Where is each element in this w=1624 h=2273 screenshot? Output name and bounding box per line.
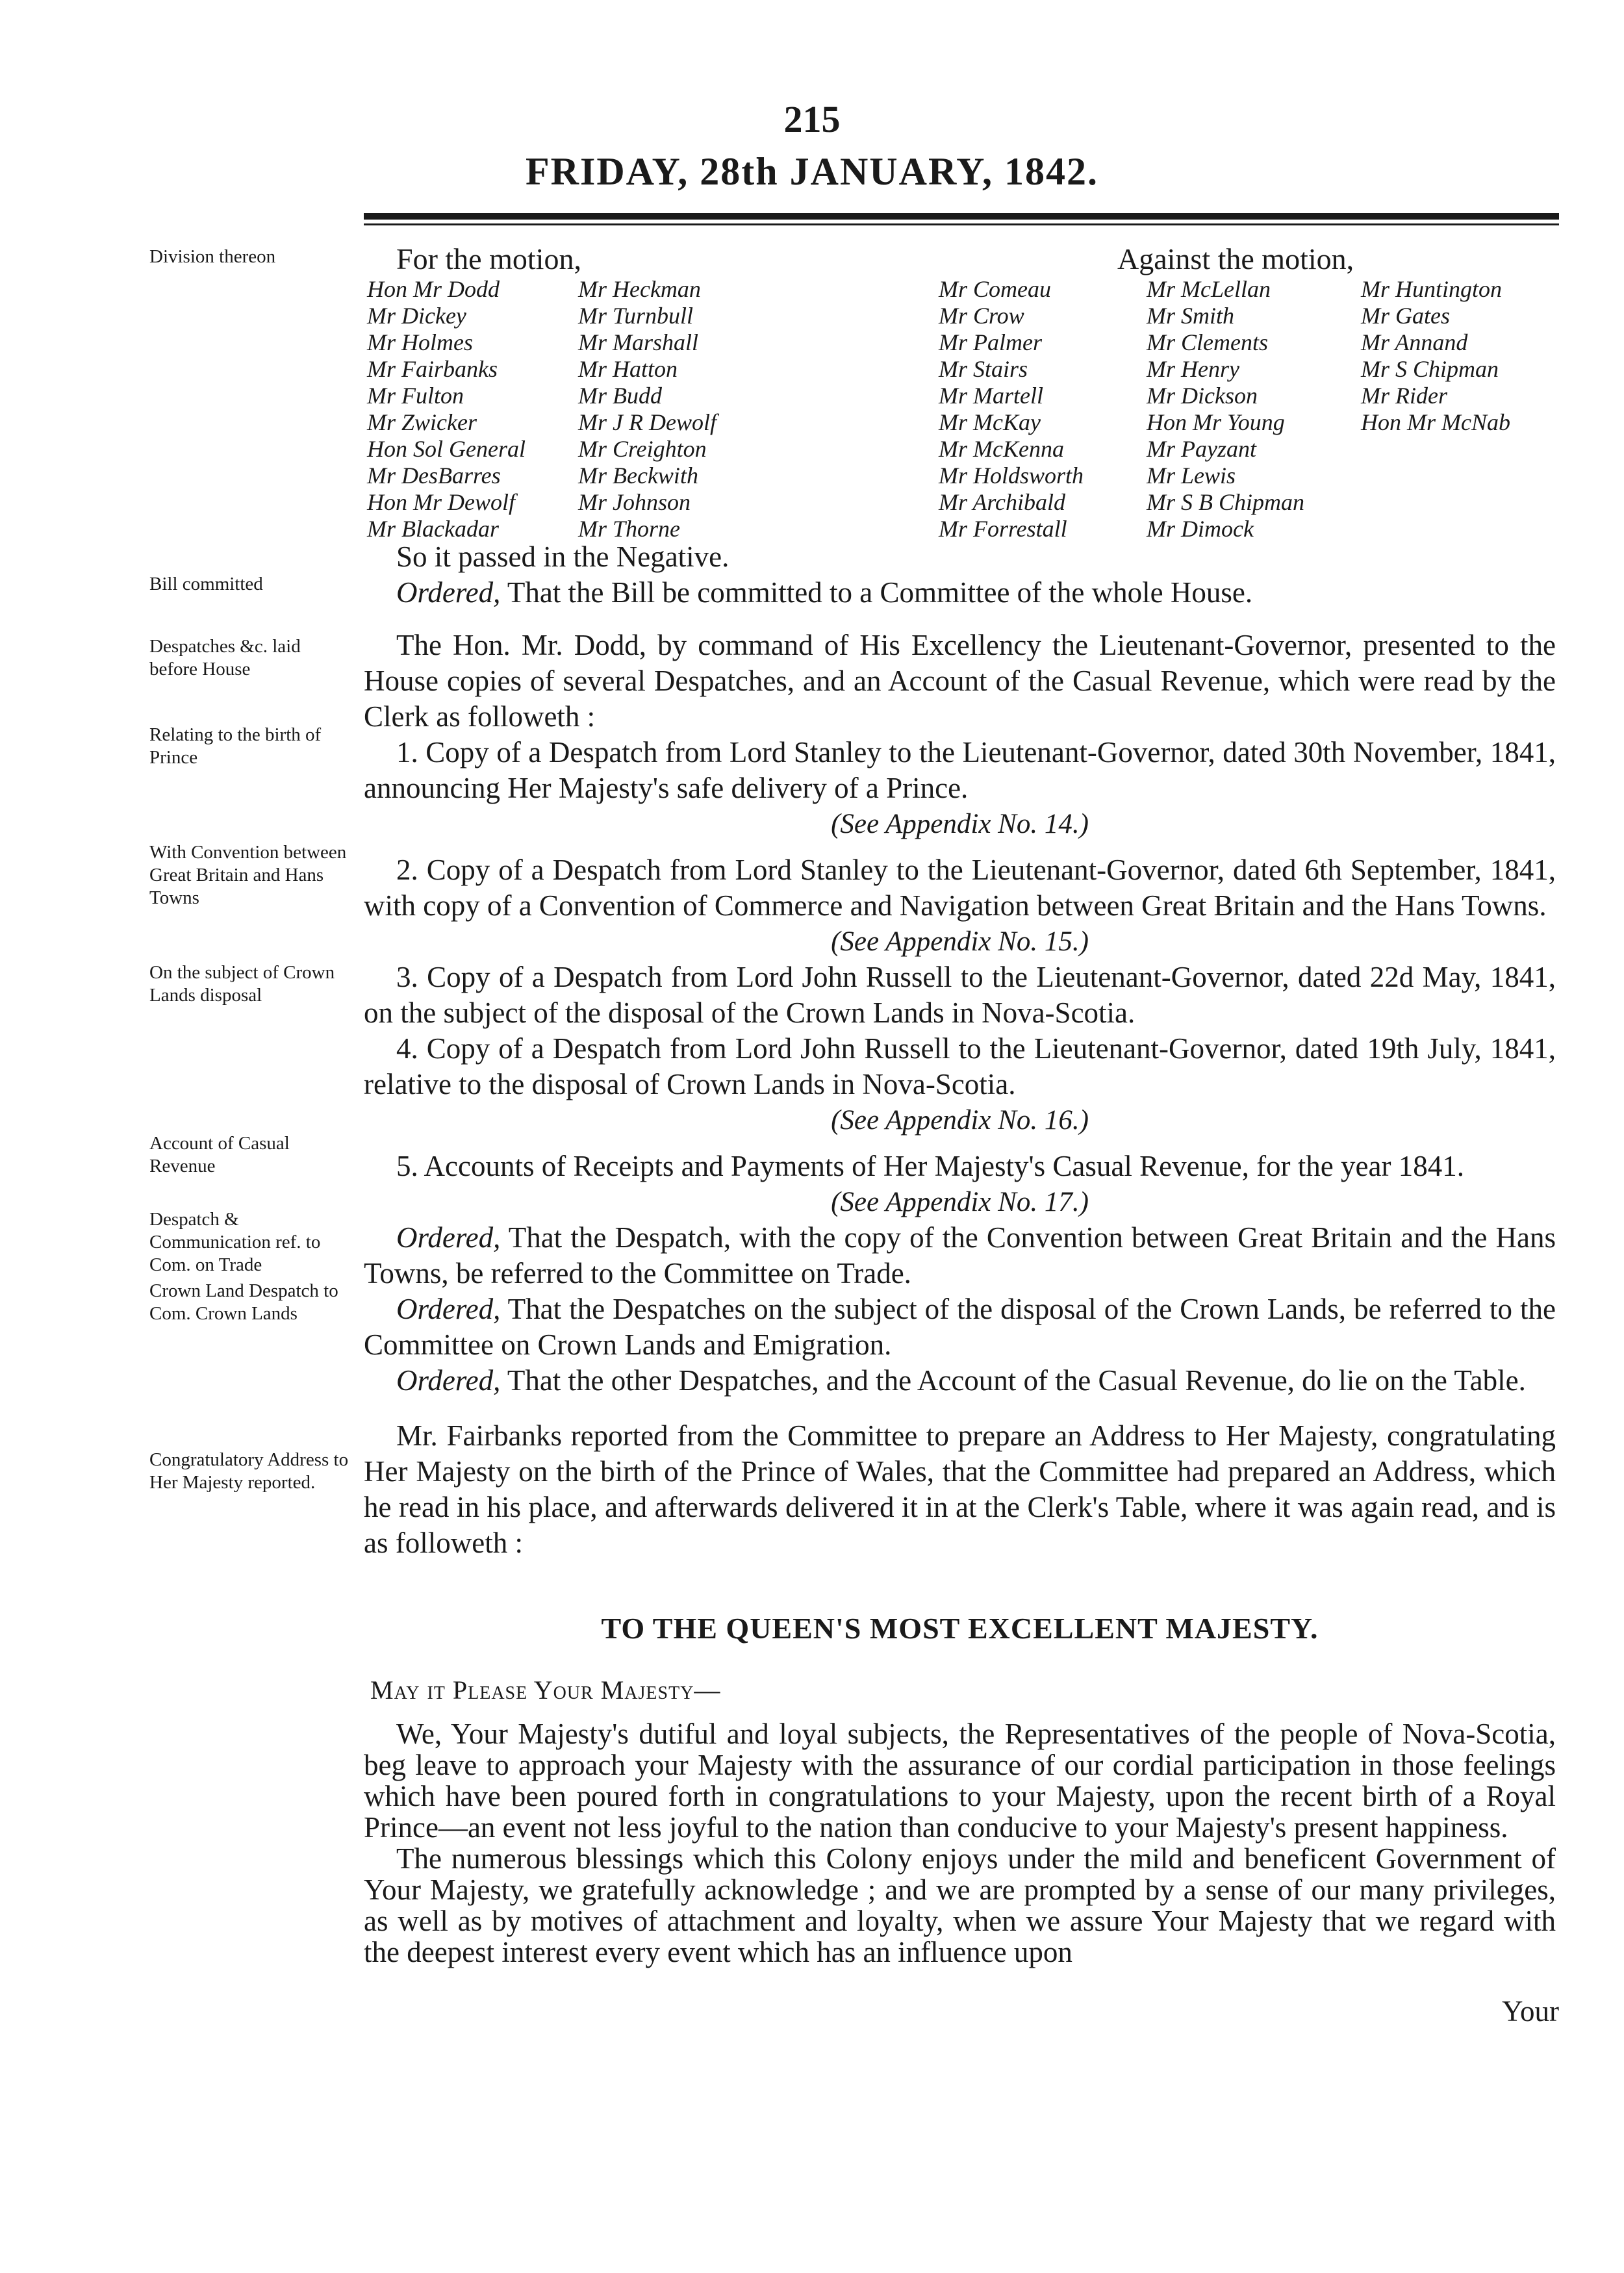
member-name: Mr Archibald <box>939 489 1065 515</box>
member-name: Mr Lewis <box>1147 463 1236 489</box>
member-name: Mr Beckwith <box>578 463 698 489</box>
against-names-column-2 <box>1147 276 1304 542</box>
member-name: Mr Martell <box>939 383 1043 409</box>
member-name: Mr Turnbull <box>578 303 694 329</box>
member-name: Mr Heckman <box>578 276 701 302</box>
member-name: Mr Creighton <box>578 436 707 462</box>
member-name: Hon Mr Dewolf <box>367 489 515 515</box>
margin-note: Crown Land Despatch to Com. Crown Lands <box>149 1280 338 1324</box>
member-name: Hon Mr Young <box>1147 409 1285 435</box>
member-name: Hon Sol General <box>367 436 526 462</box>
appendix-ref-17: (See Appendix No. 17.) <box>831 1187 1089 1217</box>
margin-note: Account of Casual Revenue <box>149 1133 290 1176</box>
member-name: Mr McLellan <box>1147 276 1271 302</box>
member-name: Mr Holmes <box>367 329 473 355</box>
against-names-column-1 <box>939 276 1084 542</box>
member-name: Mr Stairs <box>939 356 1028 382</box>
appendix-ref-14: (See Appendix No. 14.) <box>831 809 1089 839</box>
margin-note: Relating to the birth of Prince <box>149 724 322 768</box>
member-name: Mr Hatton <box>578 356 678 382</box>
ordered-word: Ordered, <box>396 1221 501 1254</box>
member-name: Mr Smith <box>1147 303 1234 329</box>
appendix-ref-15: (See Appendix No. 15.) <box>831 926 1089 957</box>
for-names-column-2 <box>578 276 717 542</box>
header-rule-thick <box>364 213 1559 220</box>
member-name: Mr Zwicker <box>367 409 477 435</box>
margin-note: Congratulatory Address to Her Majesty reported. <box>149 1449 349 1493</box>
for-names-column-1 <box>367 276 526 542</box>
member-name: Mr Payzant <box>1147 436 1256 462</box>
proceedings-body <box>364 539 1556 1561</box>
member-name: Mr Henry <box>1147 356 1239 382</box>
member-name: Mr Dickson <box>1147 383 1258 409</box>
despatch-item-2: 2. Copy of a Despatch from Lord Stanley to the Lieutenant-Governor, dated 6th September, 1841, with copy of a Convention of Commerce and Navigation between Great Britain and the Hans Towns. <box>364 854 1556 922</box>
member-name: Mr Fulton <box>367 383 464 409</box>
margin-note: Despatch & Communication ref. to Com. on Trade <box>149 1209 321 1275</box>
against-motion-heading: Against the motion, <box>1117 242 1354 275</box>
header-rule-thin <box>364 223 1559 225</box>
order-refer-trade: Ordered, That the Despatch, with the copy of the Convention between Great Britain and the Hans Towns, be referred to the Committee on Trade. <box>364 1221 1556 1289</box>
member-name: Mr Annand <box>1361 329 1468 355</box>
member-name: Mr McKay <box>939 409 1041 435</box>
member-name: Hon Mr McNab <box>1361 409 1510 435</box>
margin-note: Despatches &c. laid before House <box>149 636 301 679</box>
page-date-heading: FRIDAY, 28th JANUARY, 1842. <box>525 150 1099 193</box>
member-name: Mr Fairbanks <box>367 356 498 382</box>
page-number: 215 <box>783 98 841 140</box>
despatch-item-4: 4. Copy of a Despatch from Lord John Russell to the Lieutenant-Governor, dated 19th July, 1841, relative to the disposal of Crown Lands in Nova-Scotia. <box>364 1032 1556 1100</box>
member-name: Mr Blackadar <box>367 516 499 542</box>
for-motion-heading: For the motion, <box>396 242 581 275</box>
member-name: Mr Huntington <box>1361 276 1503 302</box>
member-name: Hon Mr Dodd <box>367 276 500 302</box>
margin-note: Division thereon <box>149 246 276 267</box>
member-name: Mr J R Dewolf <box>578 409 717 435</box>
despatch-item-1: 1. Copy of a Despatch from Lord Stanley to the Lieutenant-Governor, dated 30th November, 1841, announcing Her Majesty's safe delivery of a Prince. <box>364 736 1556 804</box>
member-name: Mr Dimock <box>1147 516 1254 542</box>
ordered-word: Ordered, <box>396 1364 501 1397</box>
member-name: Mr Forrestall <box>939 516 1067 542</box>
ordered-word: Ordered, <box>396 1293 501 1325</box>
ordered-word: Ordered, <box>396 576 501 609</box>
division-result: So it passed in the Negative. <box>396 540 730 573</box>
address-title: TO THE QUEEN'S MOST EXCELLENT MAJESTY. <box>601 1612 1319 1645</box>
address-paragraph-1: We, Your Majesty's dutiful and loyal subjects, the Representatives of the people of Nova-Scotia, beg leave to approach your Majesty with the assurance of our cordial participation in those feelings which have been poured forth in congratulations to your Majesty, upon the recent birth of a Royal Prince—an event not less joyful to the nation than conducive to your Majesty's present happiness. <box>364 1718 1556 1844</box>
member-name: Mr Marshall <box>578 329 699 355</box>
member-name: Mr DesBarres <box>367 463 501 489</box>
member-name: Mr Comeau <box>939 276 1051 302</box>
member-name: Mr Johnson <box>578 489 691 515</box>
address-salutation: May it Please Your Majesty— <box>370 1675 721 1705</box>
member-name: Mr Dickey <box>367 303 466 329</box>
member-name: Mr Crow <box>939 303 1024 329</box>
bill-committed-order: Ordered, That the Bill be committed to a Committee of the whole House. <box>396 576 1253 609</box>
member-name: Mr Rider <box>1361 383 1447 409</box>
member-name: Mr Palmer <box>939 329 1042 355</box>
margin-note: On the subject of Crown Lands disposal <box>149 962 335 1006</box>
margin-note: With Convention between Great Britain and Hans Towns <box>149 842 347 908</box>
address-paragraph-2: The numerous blessings which this Colony enjoys under the mild and beneficent Government of Your Majesty, we gratefully acknowledge ; and we are prompted by a sense of our many privileges, as well as by motives of attachment and loyalty, when we assure Your Majesty that we regard with the deepest interest every event which has an influence upon <box>364 1842 1556 1968</box>
member-name: Mr Holdsworth <box>939 463 1084 489</box>
order-lie-on-table: Ordered, That the other Despatches, and the Account of the Casual Revenue, do lie on the Table. <box>396 1364 1526 1397</box>
address-body <box>364 1718 1556 1968</box>
member-name: Mr McKenna <box>939 436 1064 462</box>
against-names-column-3 <box>1361 276 1510 436</box>
appendix-ref-16: (See Appendix No. 16.) <box>831 1105 1089 1136</box>
member-name: Mr Gates <box>1361 303 1450 329</box>
member-name: Mr Thorne <box>578 516 681 542</box>
despatch-item-5: 5. Accounts of Receipts and Payments of Her Majesty's Casual Revenue, for the year 1841. <box>396 1150 1464 1182</box>
member-name: Mr Budd <box>578 383 662 409</box>
member-name: Mr S Chipman <box>1361 356 1499 382</box>
fairbanks-report: Mr. Fairbanks reported from the Committee to prepare an Address to Her Majesty, congratulating Her Majesty on the birth of the Prince of Wales, that the Committee had prepared an Address, which he read in his place, and afterwards delivered it in at the Clerk's Table, where it was again read, and is as followeth : <box>364 1419 1556 1559</box>
catchword: Your <box>1502 1995 1559 2027</box>
member-name: Mr S B Chipman <box>1147 489 1304 515</box>
despatches-intro: The Hon. Mr. Dodd, by command of His Excellency the Lieutenant-Governor, presented to the House copies of several Despatches, and an Account of the Casual Revenue, which were read by the Clerk as followeth : <box>364 629 1556 733</box>
member-name: Mr Clements <box>1147 329 1268 355</box>
margin-note: Bill committed <box>149 574 263 594</box>
despatch-item-3: 3. Copy of a Despatch from Lord John Russell to the Lieutenant-Governor, dated 22d May, 1841, on the subject of the disposal of the Crown Lands in Nova-Scotia. <box>364 961 1556 1029</box>
order-refer-crown-lands: Ordered, That the Despatches on the subject of the disposal of the Crown Lands, be referred to the Committee on Crown Lands and Emigration. <box>364 1293 1556 1361</box>
